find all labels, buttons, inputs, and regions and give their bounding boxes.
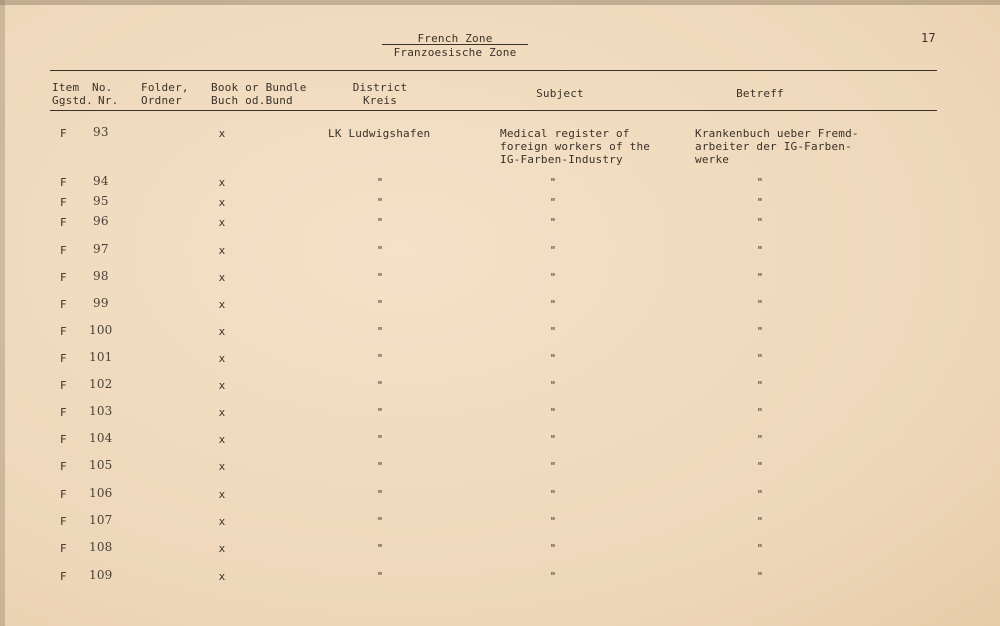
row-district-ditto: ": [376, 488, 384, 501]
row-number: 109: [89, 568, 113, 582]
row-book-mark: x: [218, 488, 226, 501]
row-betreff-ditto: ": [756, 298, 764, 311]
row-item: F: [60, 127, 67, 140]
row-betreff-ditto: ": [756, 216, 764, 229]
row-book-mark: x: [218, 433, 226, 446]
col-district-de: Kreis: [362, 94, 398, 107]
row-subject-ditto: ": [549, 406, 557, 419]
row-number: 101: [89, 350, 113, 364]
row-subject-ditto: ": [549, 570, 557, 583]
row-number: 105: [89, 458, 113, 472]
row-number: 103: [89, 404, 113, 418]
row-book-mark: x: [218, 196, 226, 209]
row-betreff-ditto: ": [756, 488, 764, 501]
row-subject-line-1: Medical register of: [500, 127, 630, 140]
row-subject-ditto: ": [549, 271, 557, 284]
zone-title-en: French Zone: [417, 32, 493, 45]
row-book-mark: x: [218, 542, 226, 555]
row-betreff-ditto: ": [756, 570, 764, 583]
row-book-mark: x: [218, 352, 226, 365]
row-betreff-ditto: ": [756, 176, 764, 189]
row-district-ditto: ": [376, 298, 384, 311]
header-bottom-rule: [50, 110, 937, 111]
row-district-ditto: ": [376, 271, 384, 284]
row-number: 95: [93, 194, 109, 208]
page-number: 17: [921, 31, 936, 45]
row-subject-ditto: ": [549, 325, 557, 338]
row-betreff-line-1: Krankenbuch ueber Fremd-: [695, 127, 859, 140]
row-betreff-ditto: ": [756, 196, 764, 209]
row-betreff-ditto: ": [756, 542, 764, 555]
row-item: F: [60, 433, 67, 446]
row-item: F: [60, 176, 67, 189]
row-item: F: [60, 244, 67, 257]
row-betreff-ditto: ": [756, 325, 764, 338]
row-item: F: [60, 460, 67, 473]
row-item: F: [60, 271, 67, 284]
col-folder-en: Folder,: [141, 81, 189, 94]
col-betreff: Betreff: [736, 87, 784, 100]
row-book-mark: x: [218, 176, 226, 189]
row-book-mark: x: [218, 406, 226, 419]
row-item: F: [60, 196, 67, 209]
col-item-en: Item: [52, 81, 80, 94]
row-subject-ditto: ": [549, 542, 557, 555]
row-subject-ditto: ": [549, 216, 557, 229]
row-betreff-ditto: ": [756, 406, 764, 419]
row-book-mark: x: [218, 460, 226, 473]
zone-title-de: Franzoesische Zone: [393, 46, 517, 59]
row-number: 102: [89, 377, 113, 391]
row-number: 100: [89, 323, 113, 337]
row-betreff-ditto: ": [756, 379, 764, 392]
row-betreff-line-2: arbeiter der IG-Farben-: [695, 140, 852, 153]
row-district-ditto: ": [376, 216, 384, 229]
row-betreff-ditto: ": [756, 460, 764, 473]
row-item: F: [60, 515, 67, 528]
row-number: 99: [93, 296, 109, 310]
col-subject: Subject: [536, 87, 584, 100]
col-district-en: District: [352, 81, 408, 94]
row-book-mark: x: [218, 325, 226, 338]
row-subject-ditto: ": [549, 352, 557, 365]
row-item: F: [60, 542, 67, 555]
row-item: F: [60, 216, 67, 229]
row-number: 94: [93, 174, 109, 188]
row-item: F: [60, 379, 67, 392]
row-district-ditto: ": [376, 542, 384, 555]
row-book-mark: x: [218, 379, 226, 392]
row-subject-ditto: ": [549, 298, 557, 311]
row-number: 104: [89, 431, 113, 445]
row-district-ditto: ": [376, 406, 384, 419]
row-betreff-ditto: ": [756, 244, 764, 257]
row-item: F: [60, 325, 67, 338]
row-district-ditto: ": [376, 196, 384, 209]
row-item: F: [60, 488, 67, 501]
title-underline: [382, 44, 528, 45]
row-district-ditto: ": [376, 515, 384, 528]
col-book-en: Book or Bundle: [211, 81, 307, 94]
row-item: F: [60, 406, 67, 419]
row-subject-ditto: ": [549, 244, 557, 257]
row-book-mark: x: [218, 570, 226, 583]
row-district-ditto: ": [376, 379, 384, 392]
row-number: 107: [89, 513, 113, 527]
row-book-mark: x: [218, 298, 226, 311]
header-top-rule: [50, 70, 937, 71]
row-betreff-ditto: ": [756, 433, 764, 446]
row-betreff-ditto: ": [756, 352, 764, 365]
row-district-ditto: ": [376, 352, 384, 365]
row-item: F: [60, 570, 67, 583]
row-item: F: [60, 352, 67, 365]
row-subject-ditto: ": [549, 488, 557, 501]
row-book-mark: x: [218, 271, 226, 284]
row-number: 108: [89, 540, 113, 554]
col-item-de: Ggstd.: [52, 94, 93, 107]
row-district-ditto: ": [376, 176, 384, 189]
col-no-de: Nr.: [98, 94, 119, 107]
row-book-mark: x: [218, 515, 226, 528]
row-number: 106: [89, 486, 113, 500]
row-book-mark: x: [218, 216, 226, 229]
page-edge-shadow: [0, 0, 1000, 5]
row-district-ditto: ": [376, 244, 384, 257]
row-district-ditto: ": [376, 433, 384, 446]
row-number: 93: [93, 125, 109, 139]
row-betreff-ditto: ": [756, 515, 764, 528]
row-number: 96: [93, 214, 109, 228]
row-district-ditto: ": [376, 460, 384, 473]
row-district-ditto: ": [376, 570, 384, 583]
row-subject-ditto: ": [549, 515, 557, 528]
row-subject-ditto: ": [549, 196, 557, 209]
row-item: F: [60, 298, 67, 311]
row-subject-ditto: ": [549, 433, 557, 446]
row-betreff-ditto: ": [756, 271, 764, 284]
page-edge-shadow-left: [0, 0, 5, 626]
row-book-mark: x: [218, 244, 226, 257]
row-book-mark: x: [218, 127, 226, 140]
row-subject-ditto: ": [549, 379, 557, 392]
row-subject-ditto: ": [549, 460, 557, 473]
col-book-de: Buch od.Bund: [211, 94, 293, 107]
row-number: 98: [93, 269, 109, 283]
row-subject-ditto: ": [549, 176, 557, 189]
row-subject-line-2: foreign workers of the: [500, 140, 651, 153]
row-number: 97: [93, 242, 109, 256]
row-district-ditto: ": [376, 325, 384, 338]
row-subject-line-3: IG-Farben-Industry: [500, 153, 623, 166]
col-folder-de: Ordner: [141, 94, 182, 107]
row-district: LK Ludwigshafen: [328, 127, 431, 140]
col-no-en: No.: [92, 81, 113, 94]
row-betreff-line-3: werke: [695, 153, 730, 166]
